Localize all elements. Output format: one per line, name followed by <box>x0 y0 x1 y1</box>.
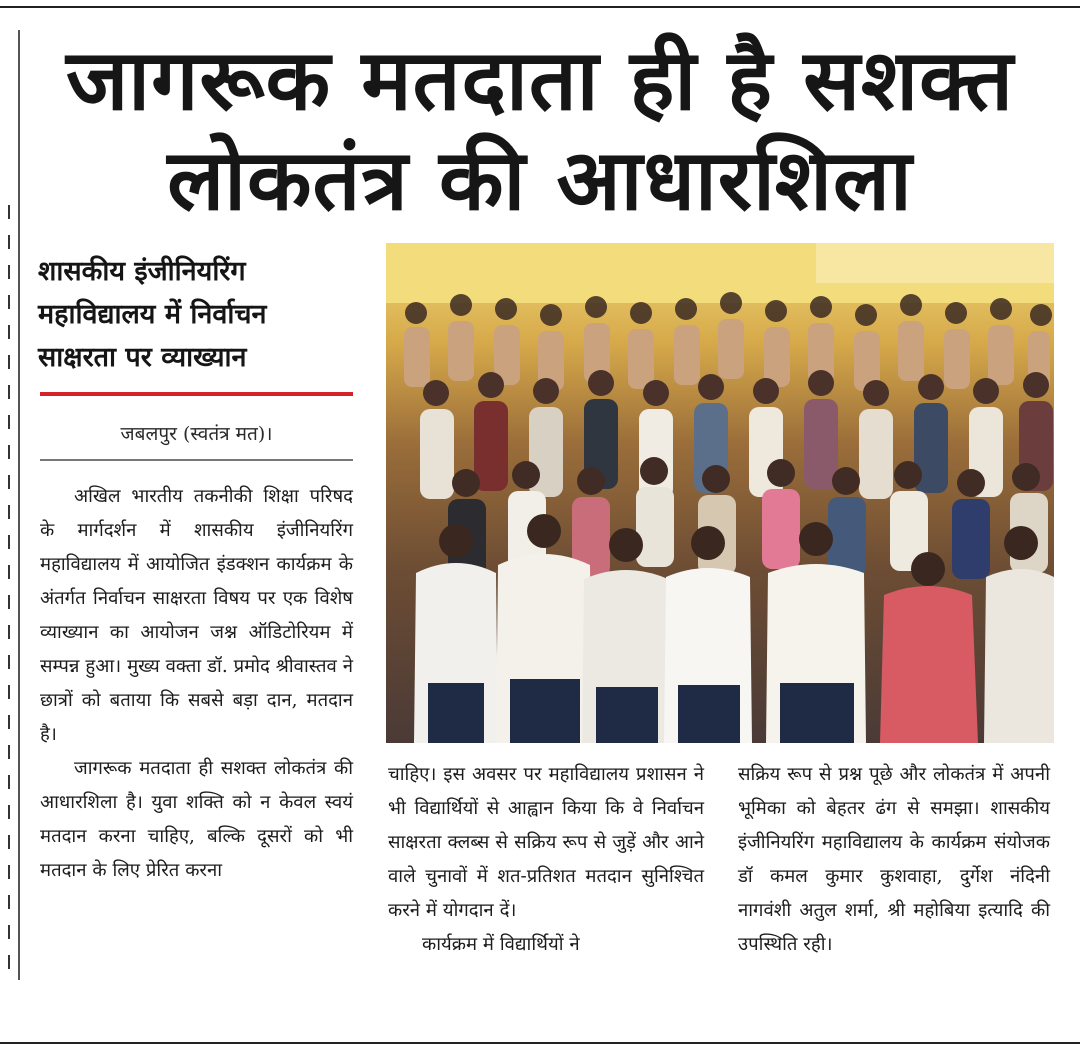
headline-line-2: लोकतंत्र की आधारशिला <box>167 131 913 229</box>
headline-line-1: जागरूक मतदाता ही है सशक्त <box>65 31 1014 129</box>
top-rule <box>0 6 1080 8</box>
subheadline <box>38 250 356 379</box>
article-paragraph: सक्रिय रूप से प्रश्न पूछे और लोकतंत्र में अपनी भूमिका को बेहतर ढंग से समझा। शासकीय इंजीनियरिंग महाविद्यालय के कार्यक्रम संयोजक डॉ कमल कुमार कुशवाहा, दुर्गेश नंदिनी नागवंशी अतुल शर्मा, श्री महोबिया इत्यादि की उपस्थिति रही। <box>738 764 1050 955</box>
article-column-2 <box>388 758 704 962</box>
group-photo-illustration <box>386 243 1054 743</box>
dateline-rule <box>40 459 353 461</box>
subheadline-underline <box>40 392 353 396</box>
subheadline-line-3: साक्षरता पर व्याख्यान <box>38 342 247 373</box>
article-paragraph: अखिल भारतीय तकनीकी शिक्षा परिषद के मार्गदर्शन में शासकीय इंजीनियरिंग महाविद्यालय में आयोजित इंडक्शन कार्यक्रम के अंतर्गत निर्वाचन साक्षरता विषय पर एक विशेष व्याख्यान का आयोजन जश्न ऑडिटोरियम में सम्पन्न हुआ। मुख्य वक्ता डॉ. प्रमोद श्रीवास्तव ने छात्रों को बताया कि सबसे बड़ा दान, मतदान है। <box>40 486 353 745</box>
column-divider <box>18 30 20 980</box>
dateline: जबलपुर (स्वतंत्र मत)। <box>120 423 273 445</box>
article-column-3 <box>738 758 1050 962</box>
article-paragraph: जागरूक मतदाता ही सशक्त लोकतंत्र की आधारशिला है। युवा शक्ति को न केवल स्वयं मतदान करना चाहिए, बल्कि दूसरों को भी मतदान के लिए प्रेरित करना <box>40 758 353 881</box>
headline <box>30 30 1050 230</box>
bottom-rule <box>0 1042 1080 1044</box>
subheadline-line-1: शासकीय इंजीनियरिंग <box>38 256 246 287</box>
subheadline-line-2: महाविद्यालय में निर्वाचन <box>38 299 267 330</box>
adjacent-column-edge <box>2 205 12 985</box>
article-paragraph: कार्यक्रम में विद्यार्थियों ने <box>422 934 580 955</box>
event-group-photo <box>386 243 1054 743</box>
article-paragraph: चाहिए। इस अवसर पर महाविद्यालय प्रशासन ने भी विद्यार्थियों से आह्वान किया कि वे निर्वाचन साक्षरता क्लब्स से सक्रिय रूप से जुड़ें और आने वाले चुनावों में शत-प्रतिशत मतदान सुनिश्चित करने में योगदान दें। <box>388 764 704 921</box>
article-column-1 <box>40 480 353 888</box>
